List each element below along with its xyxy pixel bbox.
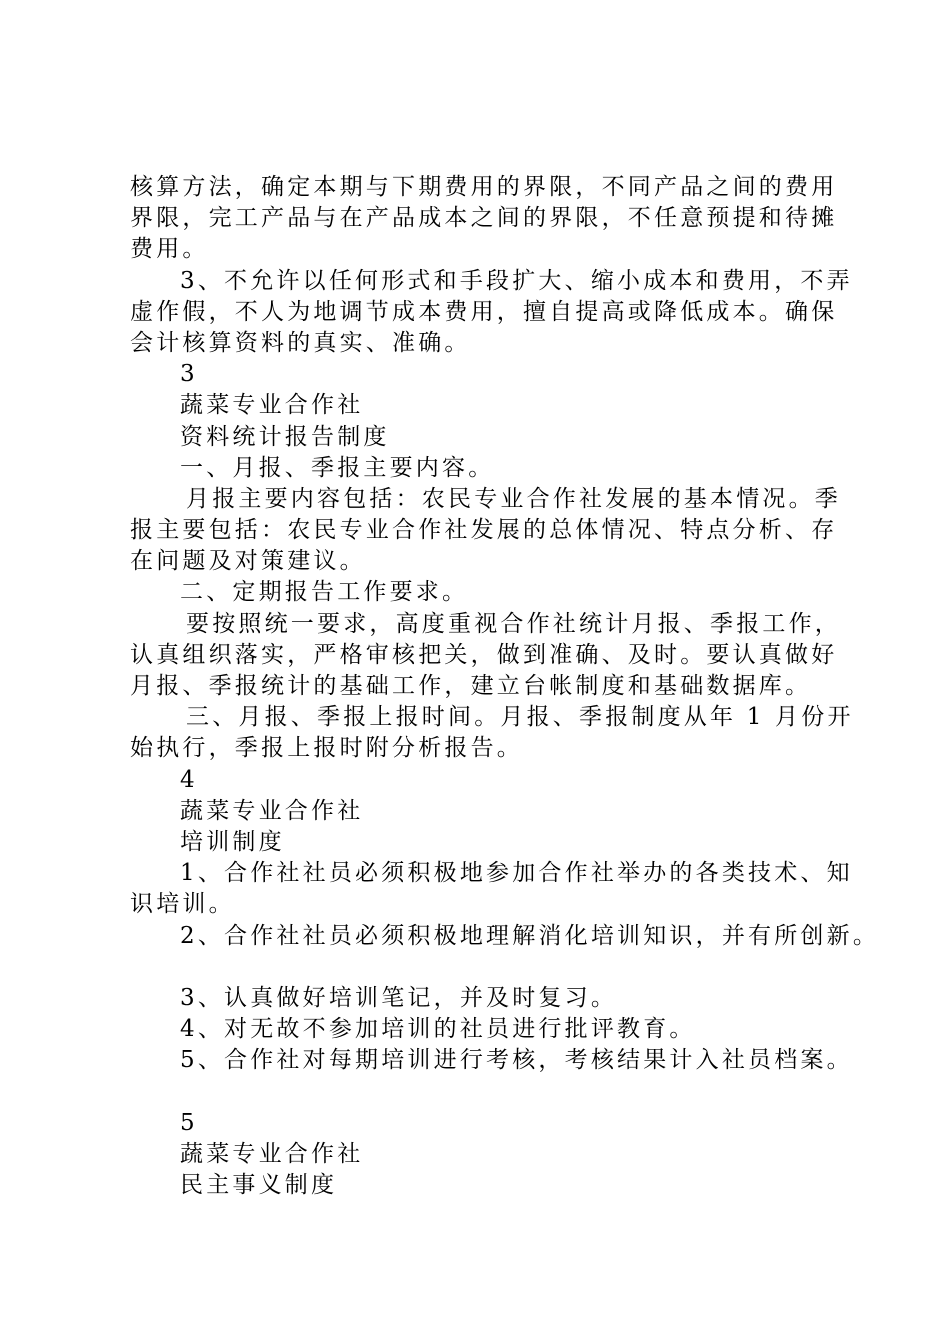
text-line: 3	[180, 361, 198, 388]
text-line: 4、对无故不参加培训的社员进行批评教育。	[180, 1016, 696, 1043]
text-line: 民主事义制度	[180, 1172, 338, 1198]
text-line: 识培训。	[130, 891, 235, 918]
text-line: 一、月报、季报主要内容。	[180, 454, 495, 481]
text-line: 会计核算资料的真实、准确。	[130, 329, 471, 356]
text-line: 蔬菜专业合作社	[180, 797, 364, 824]
blank-line	[130, 952, 830, 983]
document-body	[130, 172, 880, 1201]
text-line: 3、不允许以任何形式和手段扩大、缩小成本和费用，不弄	[180, 267, 853, 294]
text-line: 蔬菜专业合作社	[180, 392, 364, 419]
text-line: 二、定期报告工作要求。	[180, 579, 469, 606]
text-line: 三、月报、季报上报时间。月报、季报制度从年 1 月份开	[186, 704, 854, 731]
text-line: 蔬菜专业合作社	[180, 1140, 364, 1167]
text-line: 核算方法，确定本期与下期费用的界限，不同产品之间的费用	[130, 174, 838, 200]
text-line: 资料统计报告制度	[180, 423, 390, 450]
text-line: 始执行，季报上报时附分析报告。	[130, 735, 523, 762]
text-line: 1、合作社社员必须积极地参加合作社举办的各类技术、知	[180, 860, 853, 887]
text-line: 5、合作社对每期培训进行考核，考核结果计入社员档案。	[180, 1047, 853, 1074]
text-line: 报主要包括：农民专业合作社发展的总体情况、特点分析、存	[130, 517, 838, 544]
blank-line	[130, 1076, 830, 1107]
text-line: 4	[180, 766, 198, 793]
text-line: 要按照统一要求，高度重视合作社统计月报、季报工作，	[186, 610, 841, 637]
text-line: 3、认真做好培训笔记，并及时复习。	[180, 984, 618, 1011]
text-line: 界限，完工产品与在产品成本之间的界限，不任意预提和待摊	[130, 205, 838, 232]
text-line: 月报、季报统计的基础工作，建立台帐制度和基础数据库。	[130, 673, 812, 699]
text-line: 月报主要内容包括：农民专业合作社发展的基本情况。季	[186, 485, 841, 512]
text-line: 认真组织落实，严格审核把关，做到准确、及时。要认真做好	[130, 641, 838, 668]
text-line: 2、合作社社员必须积极地理解消化培训知识，并有所创新。	[180, 922, 880, 949]
text-line: 5	[180, 1109, 198, 1136]
text-line: 培训制度	[180, 828, 285, 855]
text-line: 虚作假，不人为地调节成本费用，擅自提高或降低成本。确保	[130, 298, 838, 325]
text-line: 费用。	[130, 236, 209, 263]
text-line: 在问题及对策建议。	[130, 548, 366, 575]
